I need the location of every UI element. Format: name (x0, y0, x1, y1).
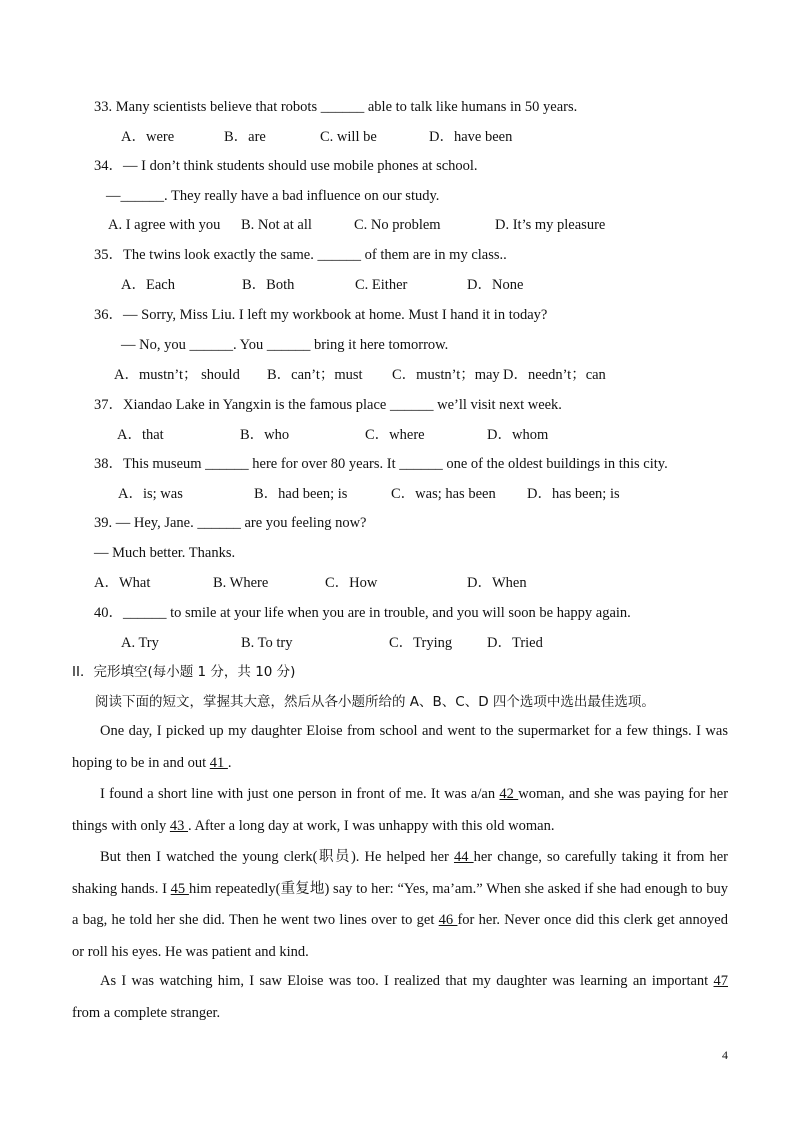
paragraph-text: woman, and she was paying for her things with only (72, 786, 729, 834)
q36-option-d: D．needn’t；can (503, 367, 606, 383)
q40-option-a: A. Try (121, 635, 159, 651)
q38-option-c: C．was; has been (391, 486, 496, 502)
q39-option-b: B. Where (213, 575, 269, 591)
q38-option-d: D．has been; is (527, 486, 620, 502)
q33-option-a: A．were (121, 129, 175, 145)
q34-option-c: C. No problem (354, 217, 441, 233)
question-37-stem: 37．Xiandao Lake in Yangxin is the famous place ______ we’ll visit next week. (94, 397, 562, 413)
paragraph-text: . After a long day at work, I was unhappy with this old woman. (188, 817, 555, 834)
question-36-reply: — No, you ______. You ______ bring it here tomorrow. (121, 337, 449, 353)
q39-option-d: D．When (467, 575, 527, 591)
q34-option-d: D. It’s my pleasure (495, 217, 606, 233)
page-number: 4 (722, 1048, 728, 1062)
q33-option-b: B．are (224, 129, 266, 145)
q38-option-a: A．is; was (118, 486, 183, 502)
section-instruction: 阅读下面的短文，掌握其大意，然后从各小题所给的 A、B、C、D 四个选项中选出最佳选项。 (95, 694, 655, 710)
q35-option-a: A．Each (121, 277, 175, 293)
q36-option-a: A．mustn’t； should (114, 367, 240, 383)
paragraph-text: But then I watched the young clerk(职员). He helped her (100, 849, 449, 865)
paragraph-text: him repeatedly(重复地) say to her: “Yes, ma’am.” When she asked if she had enough to buy a bag, he told her she did. Then he went two lines over to get (72, 880, 729, 929)
passage-paragraph-4 (72, 966, 728, 1029)
q39-option-c: C．How (325, 575, 378, 591)
q34-option-b: B. Not at all (241, 217, 312, 233)
q33-option-d: D．have been (429, 129, 513, 145)
q37-option-b: B．who (240, 427, 290, 443)
paragraph-text: from a complete stranger. (72, 1004, 221, 1021)
paragraph-text: One day, I picked up my daughter Eloise from school and went to the supermarket for a few things. I was hoping to be in and out (72, 723, 728, 771)
paragraph-text: As I was watching him, I saw Eloise was too. I realized that my daughter was learning an important (100, 973, 709, 989)
q40-option-c: C．Trying (389, 635, 453, 651)
passage-paragraph-1 (72, 716, 728, 779)
blank-43: 43 (169, 817, 189, 834)
blank-45: 45 (170, 880, 189, 897)
q37-option-c: C．where (365, 427, 425, 443)
question-36-stem: 36．— Sorry, Miss Liu. I left my workbook at home. Must I hand it in today? (94, 307, 548, 323)
question-34-stem: 34．— I don’t think students should use mobile phones at school. (94, 158, 478, 174)
q34-option-a: A. I agree with you (108, 217, 221, 233)
paragraph-text: I found a short line with just one person in front of me. It was a/an (100, 786, 496, 802)
blank-42: 42 (499, 786, 519, 802)
question-38-stem: 38．This museum ______ here for over 80 years. It ______ one of the oldest buildings in this city. (94, 456, 668, 472)
q37-option-d: D．whom (487, 427, 549, 443)
q38-option-b: B．had been; is (254, 486, 348, 502)
q39-option-a: A．What (94, 575, 151, 591)
q33-option-c: C. will be (320, 129, 377, 145)
question-33-stem: 33. Many scientists believe that robots ______ able to talk like humans in 50 years. (94, 99, 578, 115)
passage-paragraph-2 (72, 779, 728, 842)
paragraph-text: for her. Never once did this clerk get annoyed or roll his eyes. He was patient and kind. (72, 912, 728, 960)
q36-option-b: B．can’t；must (267, 367, 363, 383)
q40-option-d: D．Tried (487, 635, 543, 651)
question-39-reply: — Much better. Thanks. (94, 545, 236, 561)
q36-option-c: C．mustn’t；may (392, 367, 500, 383)
blank-47: 47 (713, 973, 729, 989)
question-39-stem: 39. — Hey, Jane. ______ are you feeling now? (94, 515, 367, 531)
question-35-stem: 35．The twins look exactly the same. ______ of them are in my class.. (94, 247, 507, 263)
blank-46: 46 (438, 912, 458, 929)
q40-option-b: B. To try (241, 635, 293, 651)
q35-option-c: C. Either (355, 277, 408, 293)
paragraph-text: her change, so carefully taking it from her shaking hands. I (72, 849, 729, 897)
q35-option-d: D．None (467, 277, 524, 293)
paragraph-text: . (227, 754, 232, 771)
passage-paragraph-3 (72, 842, 728, 968)
blank-41: 41 (209, 754, 228, 771)
q37-option-a: A．that (117, 427, 164, 443)
blank-44: 44 (453, 849, 474, 865)
question-34-reply: —______. They really have a bad influence on our study. (106, 188, 440, 204)
q35-option-b: B．Both (242, 277, 295, 293)
section-heading: II．完形填空(每小题 1 分，共 10 分) (72, 664, 296, 680)
question-40-stem: 40．______ to smile at your life when you are in trouble, and you will soon be happy again. (94, 605, 631, 621)
